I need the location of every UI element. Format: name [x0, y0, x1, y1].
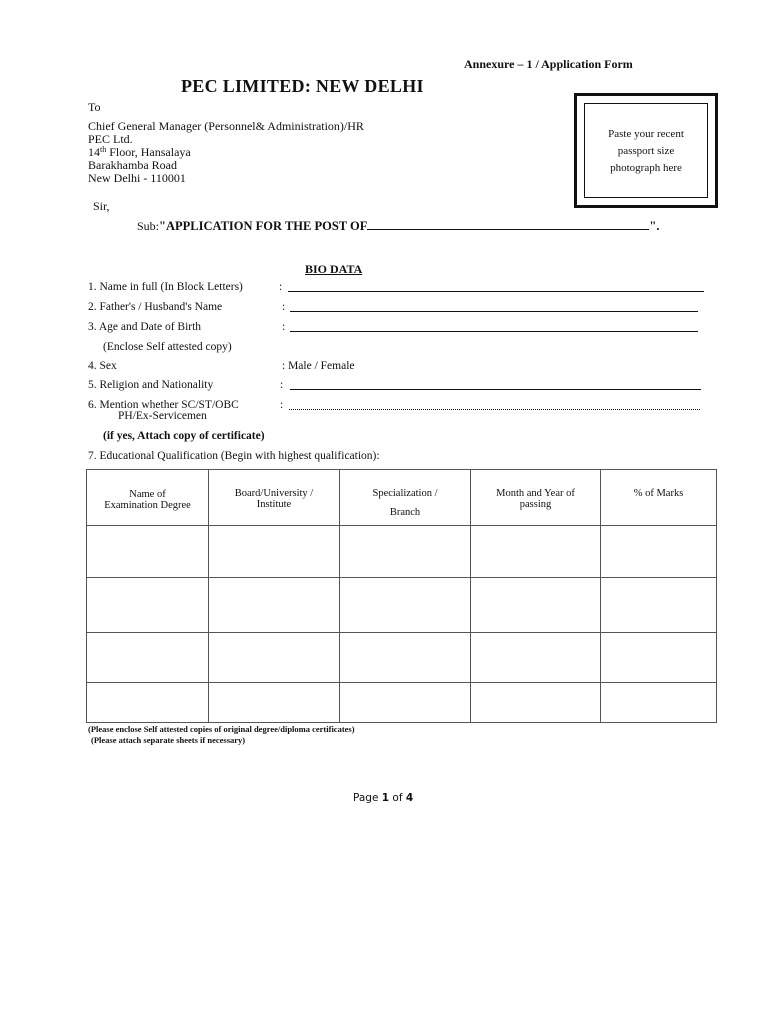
enclosure-note-1: (Please enclose Self attested copies of original degree/diploma certificates) — [88, 724, 355, 734]
table-cell[interactable] — [340, 578, 471, 633]
table-cell[interactable] — [209, 578, 340, 633]
table-cell[interactable] — [87, 633, 209, 683]
table-cell[interactable] — [87, 578, 209, 633]
table-cell[interactable] — [209, 633, 340, 683]
recipient-address — [88, 120, 364, 185]
table-cell[interactable] — [209, 683, 340, 723]
enclose-copy-note: (Enclose Self attested copy) — [103, 341, 232, 353]
header-line: Month and Year of — [496, 488, 575, 499]
qualification-table — [86, 469, 717, 723]
to-label: To — [88, 100, 101, 114]
header-line: Name of — [129, 489, 166, 500]
photo-box-inner — [584, 103, 708, 198]
page-number — [353, 792, 413, 804]
religion-nationality-field[interactable] — [290, 389, 701, 390]
floor-suffix: th — [100, 145, 107, 154]
column-header — [340, 470, 471, 526]
table-cell[interactable] — [340, 683, 471, 723]
page-current: 1 — [381, 792, 390, 804]
photo-box[interactable] — [574, 93, 718, 208]
certificate-note: (if yes, Attach copy of certificate) — [103, 430, 265, 442]
table-row — [87, 526, 717, 578]
table-cell[interactable] — [601, 683, 717, 723]
subject-prefix: Sub: — [137, 219, 160, 233]
photo-instruction-1: Paste your recent — [608, 128, 684, 140]
subject-line — [137, 219, 659, 234]
category-label-line-2: PH/Ex-Servicemen — [118, 410, 207, 422]
education-label: 7. Educational Qualification (Begin with highest qualification): — [88, 450, 380, 462]
table-row — [87, 578, 717, 633]
header-line: Specialization / — [372, 488, 438, 499]
column-header — [601, 470, 717, 526]
table-cell[interactable] — [340, 526, 471, 578]
bio-data-heading: BIO DATA — [305, 262, 363, 276]
header-line: Institute — [256, 499, 292, 510]
table-row — [87, 633, 717, 683]
subject-suffix: ". — [649, 219, 660, 233]
father-husband-name-label: 2. Father's / Husband's Name — [88, 301, 223, 313]
column-header — [87, 470, 209, 526]
subject-text: "APPLICATION FOR THE POST OF — [159, 219, 368, 233]
enclosure-notes — [88, 724, 355, 746]
age-dob-label: 3. Age and Date of Birth — [88, 321, 202, 333]
enclosure-note-2: (Please attach separate sheets if necessary) — [91, 735, 246, 745]
table-cell[interactable] — [471, 526, 601, 578]
page-total: 4 — [405, 792, 414, 804]
page-of: of — [389, 792, 406, 804]
name-colon: : — [279, 281, 283, 293]
age-dob-field[interactable] — [290, 331, 698, 332]
page-prefix: Page — [353, 792, 382, 804]
table-cell[interactable] — [87, 526, 209, 578]
table-cell[interactable] — [209, 526, 340, 578]
address-line-2: PEC Ltd. — [88, 132, 133, 146]
table-cell[interactable] — [87, 683, 209, 723]
table-cell[interactable] — [471, 683, 601, 723]
header-line: Examination Degree — [104, 500, 191, 511]
table-header-row — [87, 470, 717, 526]
photo-instruction-2: passport size — [617, 145, 675, 157]
sex-options[interactable]: : Male / Female — [282, 360, 355, 372]
table-cell[interactable] — [340, 633, 471, 683]
floor-rest: Floor, Hansalaya — [106, 145, 191, 159]
category-colon: : — [280, 399, 284, 411]
name-field[interactable] — [288, 291, 704, 292]
table-cell[interactable] — [471, 633, 601, 683]
sex-label: 4. Sex — [88, 360, 117, 372]
table-cell[interactable] — [471, 578, 601, 633]
floor-number: 14 — [88, 145, 100, 159]
column-header — [209, 470, 340, 526]
header-line: % of Marks — [633, 488, 684, 499]
column-header — [471, 470, 601, 526]
header-line: Branch — [389, 507, 421, 518]
category-label: 6. Mention whether SC/ST/OBC — [88, 399, 239, 411]
photo-instruction-3: photograph here — [610, 162, 682, 174]
father-husband-name-field[interactable] — [290, 311, 698, 312]
table-row — [87, 683, 717, 723]
age-dob-colon: : — [282, 321, 286, 333]
salutation: Sir, — [93, 199, 110, 213]
table-cell[interactable] — [601, 526, 717, 578]
category-field[interactable] — [289, 409, 700, 410]
address-line-5: New Delhi - 110001 — [88, 171, 186, 185]
post-name-field[interactable] — [367, 219, 649, 230]
table-cell[interactable] — [601, 633, 717, 683]
religion-nationality-colon: : — [280, 379, 284, 391]
father-husband-colon: : — [282, 301, 286, 313]
table-cell[interactable] — [601, 578, 717, 633]
name-label: 1. Name in full (In Block Letters) — [88, 281, 243, 293]
annexure-label: Annexure – 1 / Application Form — [464, 57, 633, 71]
page-title: PEC LIMITED: NEW DELHI — [181, 76, 424, 96]
header-line: Board/University / — [234, 488, 314, 499]
address-line-4: Barakhamba Road — [88, 158, 177, 172]
religion-nationality-label: 5. Religion and Nationality — [88, 379, 214, 391]
address-line-1: Chief General Manager (Personnel& Administration)/HR — [88, 119, 364, 133]
header-line: passing — [519, 499, 552, 510]
